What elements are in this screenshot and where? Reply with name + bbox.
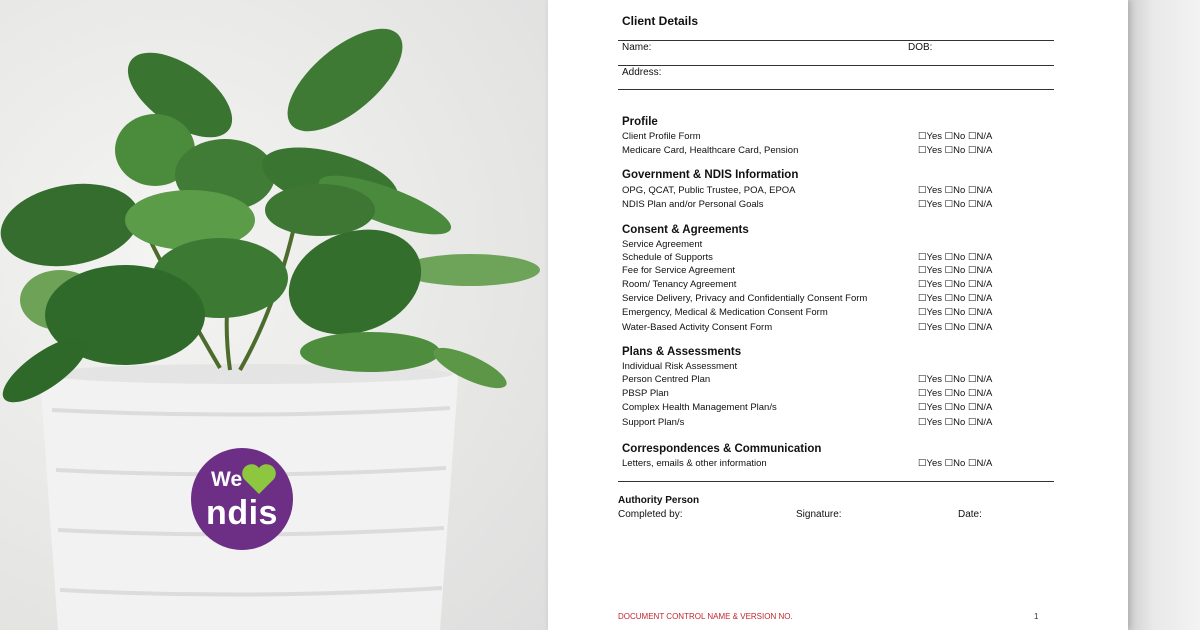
yes-no-na-checkboxes[interactable]: ☐Yes ☐No ☐N/A xyxy=(918,374,993,385)
name-field-label: Name: xyxy=(622,42,652,53)
yes-no-na-checkboxes[interactable]: ☐Yes ☐No ☐N/A xyxy=(918,279,993,290)
checklist-item: Letters, emails & other information xyxy=(622,458,767,469)
checklist-item: Person Centred Plan xyxy=(622,374,711,385)
section-heading-government: Government & NDIS Information xyxy=(622,169,799,181)
checklist-item: Support Plan/s xyxy=(622,417,685,428)
yes-no-na-checkboxes[interactable]: ☐Yes ☐No ☐N/A xyxy=(918,185,993,196)
heart-icon xyxy=(241,462,277,496)
logo-we-text: We xyxy=(211,468,243,491)
divider xyxy=(618,89,1054,90)
completed-by-label: Completed by: xyxy=(618,509,683,520)
checklist-item: Medicare Card, Healthcare Card, Pension xyxy=(622,145,799,156)
divider xyxy=(618,40,1054,41)
checklist-item: Emergency, Medical & Medication Consent Form xyxy=(622,307,828,318)
yes-no-na-checkboxes[interactable]: ☐Yes ☐No ☐N/A xyxy=(918,131,993,142)
logo-ndis-text: ndis xyxy=(206,494,278,532)
section-heading-plans: Plans & Assessments xyxy=(622,346,742,358)
section-heading-profile: Profile xyxy=(622,116,658,128)
signature-label: Signature: xyxy=(796,509,842,520)
address-field-label: Address: xyxy=(622,67,662,78)
page-number: 1 xyxy=(1034,612,1039,621)
date-label: Date: xyxy=(958,509,982,520)
yes-no-na-checkboxes[interactable]: ☐Yes ☐No ☐N/A xyxy=(918,402,993,413)
section-heading-correspondence: Correspondences & Communication xyxy=(622,443,822,455)
checklist-item: Client Profile Form xyxy=(622,131,701,142)
checklist-item: Schedule of Supports xyxy=(622,252,713,263)
checklist-item: Service Delivery, Privacy and Confidentially Consent Form xyxy=(622,293,868,304)
yes-no-na-checkboxes[interactable]: ☐Yes ☐No ☐N/A xyxy=(918,322,993,333)
checklist-item: Room/ Tenancy Agreement xyxy=(622,279,737,290)
section-heading-consent: Consent & Agreements xyxy=(622,224,749,236)
yes-no-na-checkboxes[interactable]: ☐Yes ☐No ☐N/A xyxy=(918,199,993,210)
checklist-item: Individual Risk Assessment xyxy=(622,361,738,372)
checklist-item: OPG, QCAT, Public Trustee, POA, EPOA xyxy=(622,185,796,196)
yes-no-na-checkboxes[interactable]: ☐Yes ☐No ☐N/A xyxy=(918,252,993,263)
plant-photo xyxy=(0,0,548,630)
yes-no-na-checkboxes[interactable]: ☐Yes ☐No ☐N/A xyxy=(918,293,993,304)
yes-no-na-checkboxes[interactable]: ☐Yes ☐No ☐N/A xyxy=(918,458,993,469)
dob-field-label: DOB: xyxy=(908,42,933,53)
checklist-item: PBSP Plan xyxy=(622,388,669,399)
divider xyxy=(618,481,1054,482)
checklist-item: Fee for Service Agreement xyxy=(622,265,735,276)
divider xyxy=(618,65,1054,66)
ndis-logo xyxy=(191,448,293,550)
checklist-item: Complex Health Management Plan/s xyxy=(622,402,777,413)
document-control-footer: DOCUMENT CONTROL NAME & VERSION NO. xyxy=(618,612,793,621)
document-page xyxy=(548,0,1128,630)
yes-no-na-checkboxes[interactable]: ☐Yes ☐No ☐N/A xyxy=(918,145,993,156)
authority-heading: Authority Person xyxy=(618,495,700,506)
checklist-item: Service Agreement xyxy=(622,239,703,250)
document-title: Client Details xyxy=(622,14,699,28)
yes-no-na-checkboxes[interactable]: ☐Yes ☐No ☐N/A xyxy=(918,417,993,428)
checklist-item: NDIS Plan and/or Personal Goals xyxy=(622,199,764,210)
background-wall xyxy=(1128,0,1200,630)
yes-no-na-checkboxes[interactable]: ☐Yes ☐No ☐N/A xyxy=(918,388,993,399)
checklist-item: Water-Based Activity Consent Form xyxy=(622,322,773,333)
yes-no-na-checkboxes[interactable]: ☐Yes ☐No ☐N/A xyxy=(918,307,993,318)
yes-no-na-checkboxes[interactable]: ☐Yes ☐No ☐N/A xyxy=(918,265,993,276)
